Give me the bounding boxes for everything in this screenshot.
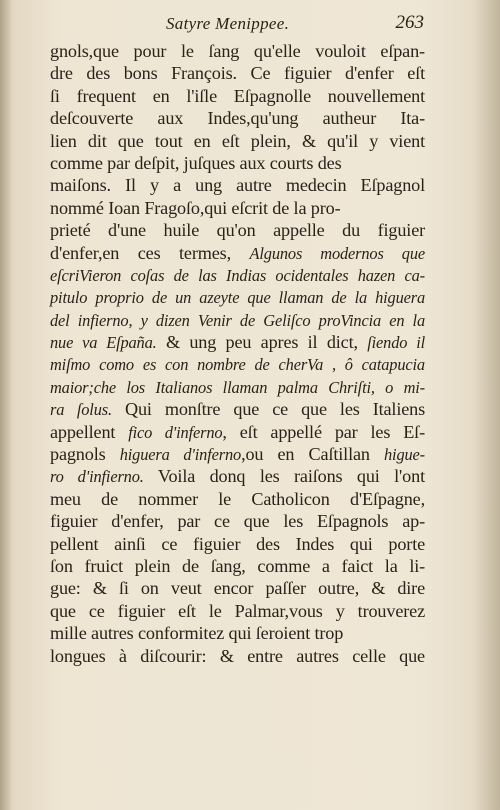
text-segment: gue: & ſi on veut encor paſſer outre, & dire [50, 578, 425, 599]
text-segment: Voila donq les raiſons qui l'ont [143, 466, 425, 487]
body-text [50, 40, 425, 667]
text-line [50, 309, 425, 331]
text-segment: figuier d'enfer, par ce que les Eſpagnols ap- [50, 511, 425, 532]
italic-text-segment: del infierno, y dizen Venir de Geliſco proVincia en la [50, 310, 426, 330]
text-line [50, 443, 425, 465]
text-line [50, 600, 425, 622]
text-line [50, 645, 425, 667]
page-number: 263 [395, 12, 424, 33]
text-line [50, 488, 425, 510]
text-line [50, 577, 425, 599]
italic-text-segment: higuera d'inferno [119, 445, 242, 465]
text-line [50, 152, 425, 174]
italic-text-segment: higue- [384, 445, 425, 465]
text-line [50, 331, 425, 353]
italic-text-segment: Algunos modernos que [249, 243, 425, 263]
text-line [50, 465, 425, 487]
text-segment: deſcouverte aux Indes,qu'ung autheur Ita- [50, 108, 425, 129]
italic-text-segment: fico d'inferno [128, 422, 223, 442]
text-segment: pellent ainſi ce figuier des Indes qui porte [50, 533, 426, 554]
text-segment: lien dit que tout en eſt plein, & qu'il y vient [50, 130, 425, 151]
text-line [50, 286, 425, 308]
text-segment: comme par deſpit, juſques aux courts des [50, 152, 342, 173]
text-line [50, 85, 425, 107]
text-segment: appellent [50, 421, 129, 442]
text-line [50, 264, 425, 286]
text-segment: gnols,que pour le ſang qu'elle vouloit eſpan- [50, 41, 425, 61]
italic-text-segment: ſiendo il [367, 333, 426, 353]
text-line [50, 107, 425, 129]
text-line [50, 398, 425, 420]
text-line [50, 533, 425, 555]
text-line [50, 130, 425, 152]
text-line [50, 197, 425, 219]
page-edge-shadow [474, 0, 500, 810]
text-segment: Qui monſtre que ce que les Italiens [111, 399, 426, 420]
text-line [50, 219, 425, 241]
text-segment: que ce figuier eſt le Palmar,vous y trouverez [50, 600, 425, 621]
text-line [50, 62, 425, 84]
running-title: Satyre Menippee. [166, 14, 290, 33]
text-segment: ſi frequent en l'iſle Eſpagnolle nouvellement [50, 85, 425, 106]
text-line [50, 174, 425, 196]
text-segment: nommé Ioan Fragoſo,qui eſcrit de la pro- [50, 197, 341, 218]
text-segment: dre des bons François. Ce figuier d'enfer eſt [50, 63, 425, 84]
italic-text-segment: eſcriVieron coſas de las Indias ocidentales hazen ca- [50, 265, 425, 285]
italic-text-segment: nue va Eſpaña. [50, 333, 157, 353]
italic-text-segment: miſmo como es con nombre de cherVa , ô catapucia [50, 355, 425, 375]
text-segment: longues à diſcourir: & entre autres celle que [50, 645, 425, 666]
text-segment: , eſt appellé par les Eſ- [222, 421, 425, 442]
italic-text-segment: maior;che los Italianos llaman palma Chriſti, o mi- [50, 377, 425, 397]
text-segment: & ung peu apres il dict, [156, 332, 368, 353]
text-line [50, 510, 425, 532]
text-line [50, 376, 425, 398]
italic-text-segment: pitulo proprio de un azeyte que llaman de la higuera [50, 288, 426, 308]
italic-text-segment: ra ſolus. [50, 400, 112, 420]
italic-text-segment: ro d'infierno. [50, 467, 144, 487]
text-segment: mille autres conformitez qui ſeroient trop [50, 623, 344, 644]
running-head [48, 14, 424, 38]
text-line [50, 555, 425, 577]
text-segment: pagnols [50, 444, 120, 465]
text-line [50, 353, 425, 375]
text-segment: prieté d'une huile qu'on appelle du figuier [50, 220, 426, 241]
page-gutter-shadow [0, 0, 12, 810]
text-line [50, 242, 425, 264]
text-line [50, 421, 425, 443]
text-line [50, 40, 425, 62]
text-segment: ,ou en Caſtillan [241, 444, 384, 465]
text-line [50, 622, 425, 644]
text-segment: maiſons. Il y a ung autre medecin Eſpagnol [50, 175, 426, 196]
text-segment: d'enfer,en ces termes, [50, 242, 250, 263]
text-segment: meu de nommer le Catholicon d'Eſpagne, [50, 488, 425, 509]
text-segment: ſon fruict plein de ſang, comme a faict la li- [50, 555, 426, 576]
